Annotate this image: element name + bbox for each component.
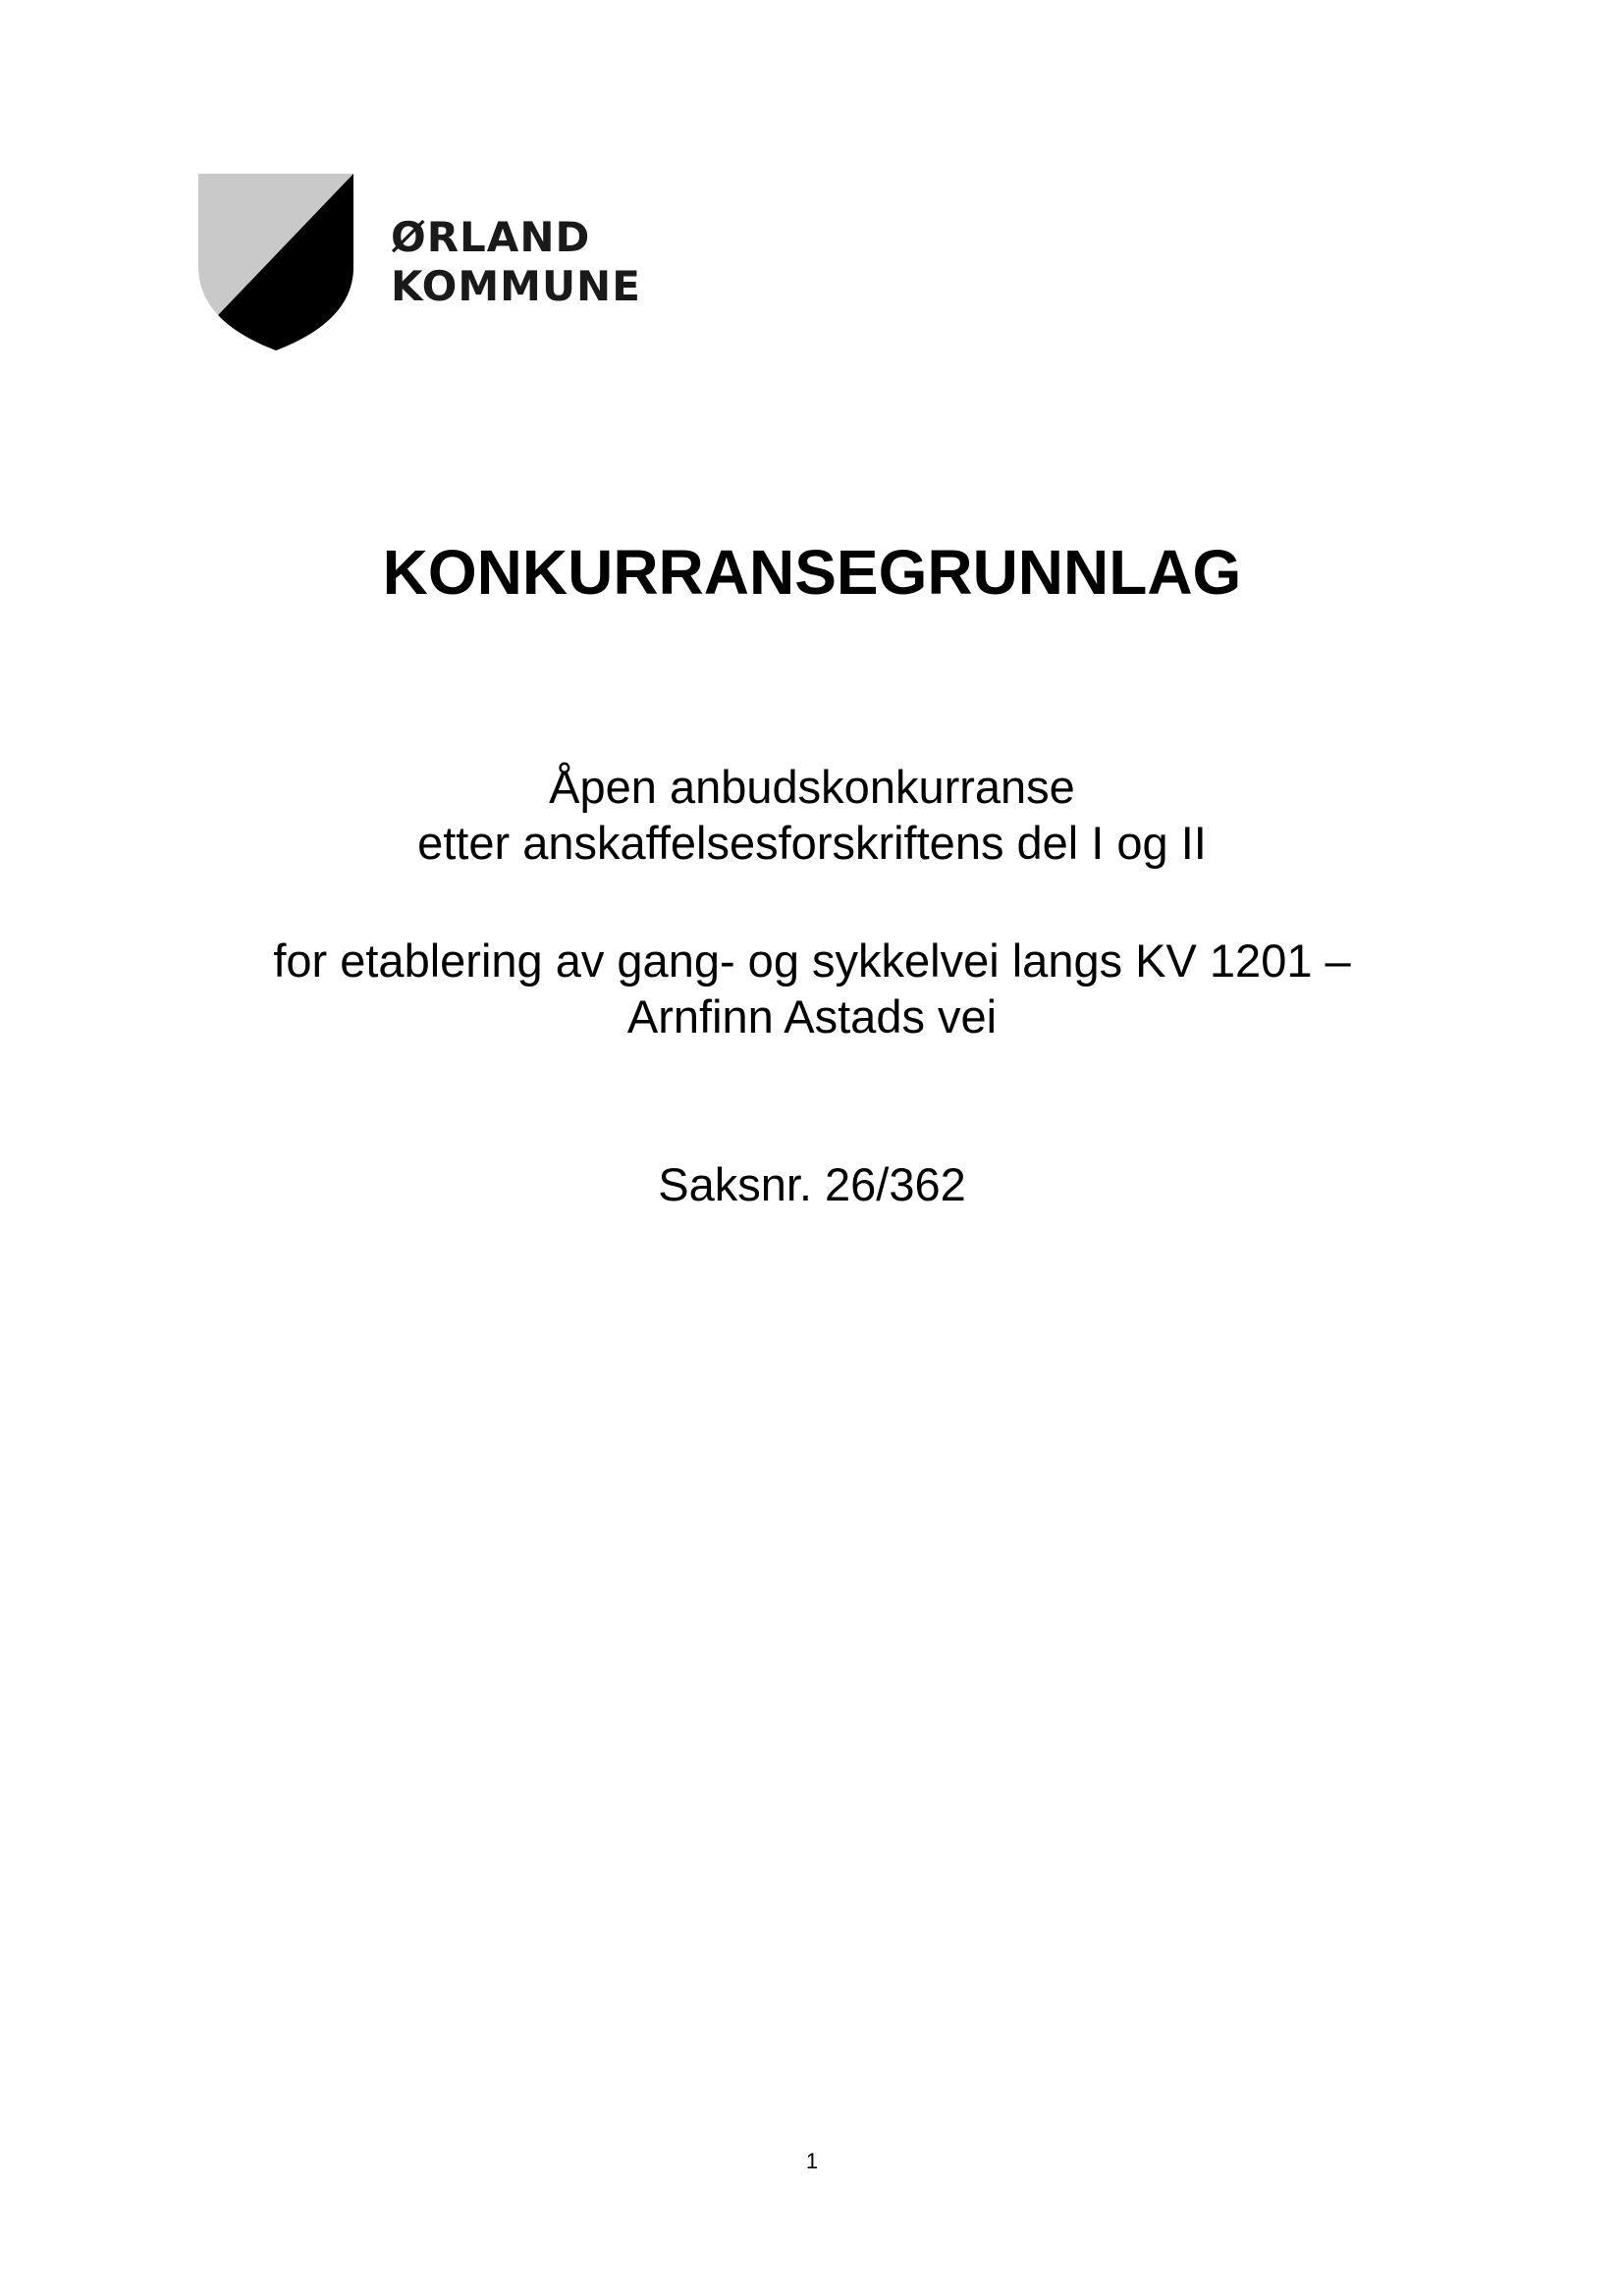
municipality-logo	[198, 174, 670, 350]
subtitle-line-1: Åpen anbudskonkurranse	[549, 761, 1075, 813]
competition-type	[0, 759, 1624, 871]
coat-of-arms-icon	[198, 174, 353, 350]
project-line-2: Arnfinn Astads vei	[626, 990, 998, 1042]
logo-wordmark	[391, 213, 641, 311]
project-line-1: for etablering av gang- og sykkelvei langs KV 1201 –	[273, 934, 1351, 987]
case-number: Saksnr. 26/362	[658, 1158, 966, 1210]
document-title: KONKURRANSEGRUNNLAG	[382, 537, 1242, 608]
logo-line-2: KOMMUNE	[391, 262, 641, 310]
project-description	[0, 933, 1624, 1044]
subtitle-line-2: etter anskaffelsesforskriftens del I og II	[417, 817, 1207, 869]
logo-line-1: ØRLAND	[391, 213, 591, 261]
page-number: 1	[805, 2149, 819, 2173]
